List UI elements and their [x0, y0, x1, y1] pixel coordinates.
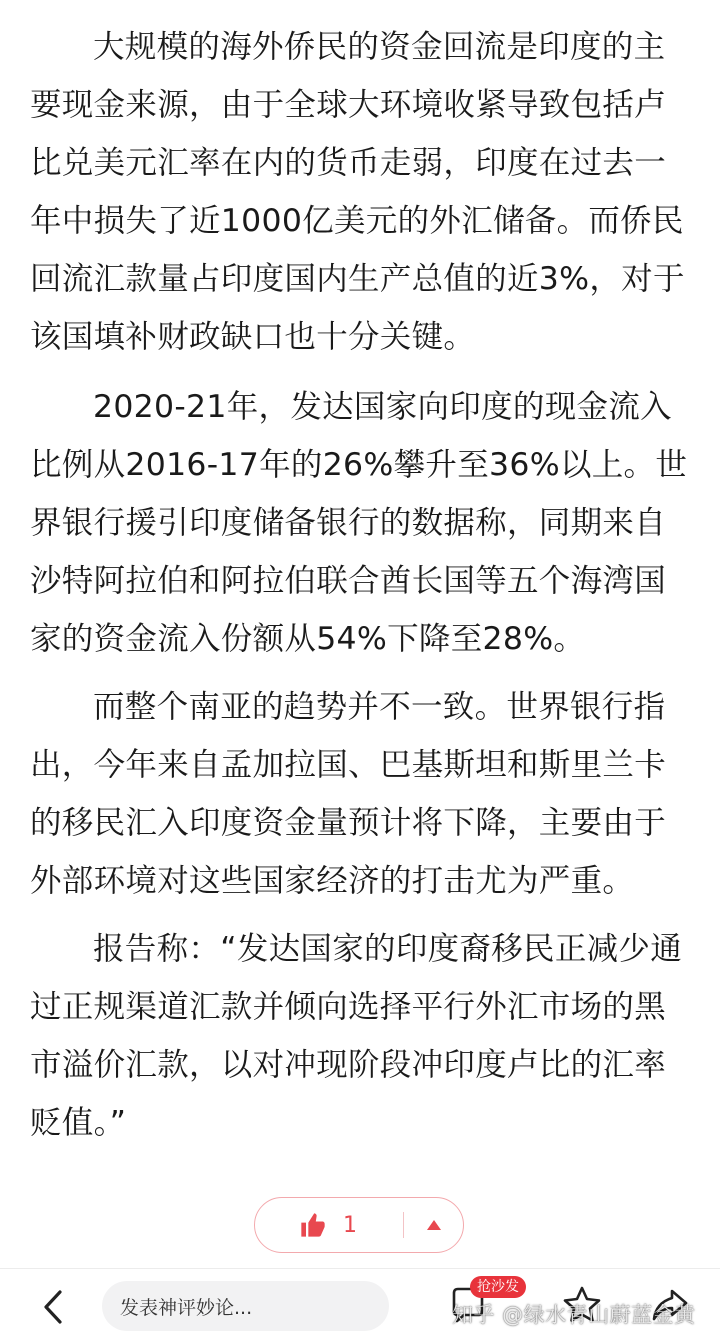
- article-paragraph-2: 2020-21年，发达国家向印度的现金流入比例从2016-17年的26%攀升至36%以上。世界银行援引印度储备银行的数据称，同期来自沙特阿拉伯和阿拉伯联合酋长国等五个海湾国家的资金流入份额从54%下降至28%。: [30, 389, 688, 657]
- like-button[interactable]: [255, 1198, 403, 1252]
- star-icon: [560, 1312, 604, 1331]
- upvote-arrow-button[interactable]: [404, 1198, 463, 1252]
- comment-placeholder: 发表神评妙论...: [120, 1296, 253, 1319]
- chevron-left-icon: [36, 1312, 72, 1331]
- article-paragraph-4: 报告称：“发达国家的印度裔移民正减少通过正规渠道汇款并倾向选择平行外汇市场的黑市溢价汇款，以对冲现阶段冲印度卢比的汇率贬值。”: [30, 931, 683, 1141]
- comment-icon: [448, 1312, 488, 1331]
- like-count: 1: [343, 1212, 357, 1238]
- article-paragraph-1: 大规模的海外侨民的资金回流是印度的主要现金来源，由于全球大环境收紧导致包括卢比兑美元汇率在内的货币走弱，印度在过去一年中损失了近1000亿美元的外汇储备。而侨民回流汇款量占印度国内生产总值的近3%，对于该国填补财政缺口也十分关键。: [30, 29, 685, 355]
- comment-input[interactable]: [102, 1281, 389, 1331]
- favorite-button[interactable]: [560, 1283, 604, 1327]
- share-icon: [648, 1312, 692, 1331]
- vote-pill: [254, 1197, 464, 1253]
- article-paragraph-3: 而整个南亚的趋势并不一致。世界银行指出，今年来自孟加拉国、巴基斯坦和斯里兰卡的移民汇入印度资金量预计将下降，主要由于外部环境对这些国家经济的打击尤为严重。: [30, 689, 667, 899]
- thumbs-up-icon: [299, 1211, 327, 1239]
- watermark: 知乎 @绿水青山蔚蓝金黄: [452, 1303, 696, 1327]
- share-button[interactable]: [648, 1283, 692, 1327]
- back-button[interactable]: [36, 1287, 72, 1327]
- triangle-up-icon: [426, 1216, 442, 1235]
- bottom-action-bar: [0, 1268, 720, 1343]
- sofa-badge: 抢沙发: [470, 1276, 526, 1298]
